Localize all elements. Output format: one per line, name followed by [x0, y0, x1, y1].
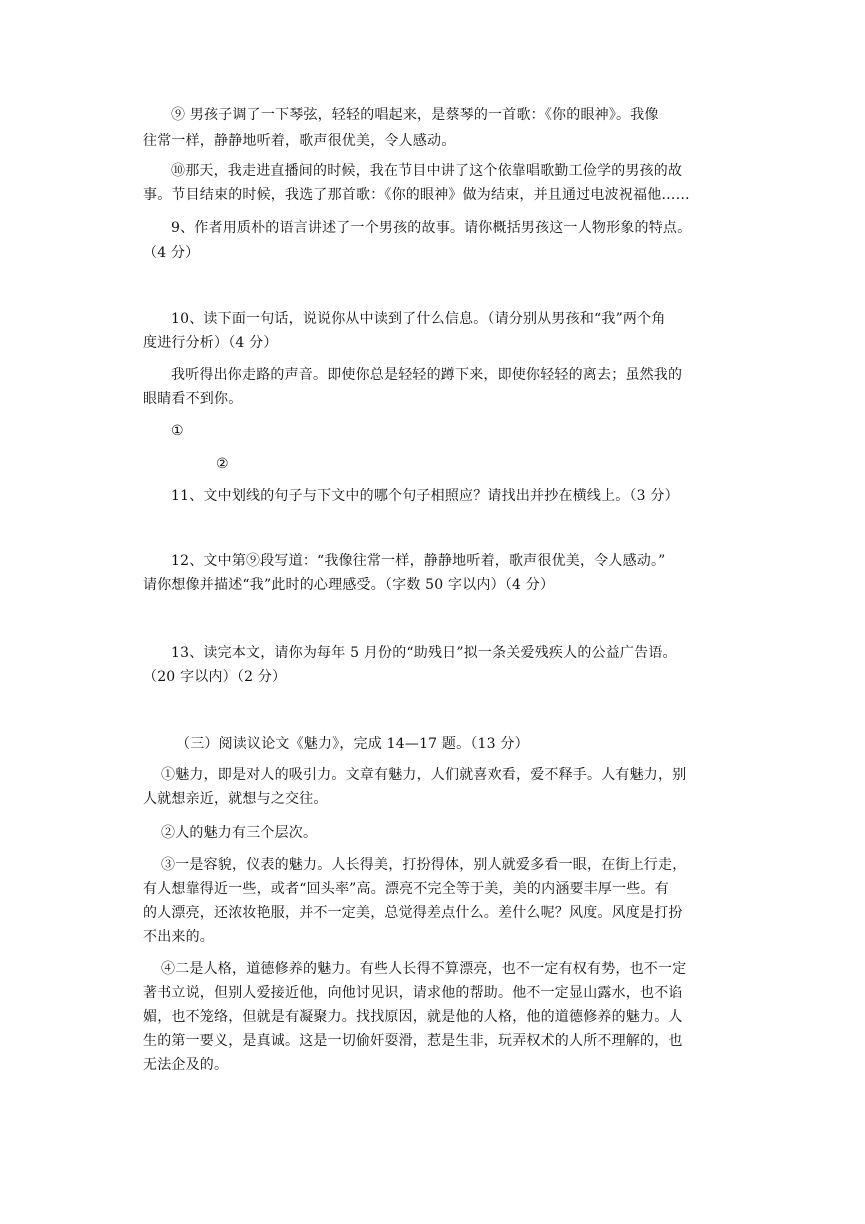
para-9-line-1: ⑨ 男孩子调了一下琴弦，轻轻的唱起来，是蔡琴的一首歌：《你的眼神》。我像	[171, 107, 659, 123]
question-13-line-2: （20 字以内）（2 分）	[143, 669, 287, 685]
question-13-line-1: 13、读完本文，请你为每年 5 月份的“助残日”拟一条关爱残疾人的公益广告语。	[171, 645, 677, 661]
essay-para-2: ②人的魅力有三个层次。	[161, 825, 318, 841]
quote-line-1: 我听得出你走路的声音。即使你总是轻轻的蹲下来，即使你轻轻的离去；虽然我的	[171, 367, 683, 383]
essay-para-4-line-4: 生的第一要义，是真诚。这是一切偷奸耍滑，惹是生非，玩弄权术的人所不理解的，也	[143, 1033, 683, 1049]
question-10-line-1: 10、读下面一句话，说说你从中读到了什么信息。（请分别从男孩和“我”两个角	[171, 311, 666, 327]
essay-para-3-line-1: ③一是容貌，仪表的魅力。人长得美，打扮得体，别人就爱多看一眼，在街上行走，	[161, 857, 687, 873]
question-12-line-2: 请你想像并描述“我”此时的心理感受。（字数 50 字以内）（4 分）	[143, 577, 555, 593]
question-10-line-2: 度进行分析）（4 分）	[143, 335, 278, 351]
essay-para-4-line-1: ④二是人格，道德修养的魅力。有些人长得不算漂亮，也不一定有权有势，也不一定	[161, 961, 687, 977]
essay-para-3-line-3: 的人漂亮，还浓妆艳服，并不一定美，总觉得差点什么。差什么呢？风度。风度是打扮	[143, 905, 683, 921]
question-12-line-1: 12、文中第⑨段写道：“我像往常一样，静静地听着，歌声很优美，令人感动。”	[171, 553, 666, 569]
para-10-line-1: ⑩那天，我走进直播间的时候，我在节目中讲了这个依靠唱歌勤工俭学的男孩的故	[171, 163, 683, 179]
para-9-line-2: 往常一样，静静地听着，歌声很优美，令人感动。	[143, 133, 456, 149]
essay-para-3-line-2: 有人想靠得近一些，或者“回头率”高。漂亮不完全等于美，美的内涵要丰厚一些。有	[143, 881, 669, 897]
essay-para-1-line-2: 人就想亲近，就想与之交往。	[143, 791, 328, 807]
section-3-heading: （三）阅读议论文《魅力》，完成 14—17 题。（13 分）	[176, 736, 529, 752]
para-10-line-2: 事。节目结束的时候，我选了那首歌：《你的眼神》做为结束，并且通过电波祝福他……	[143, 187, 690, 203]
answer-marker-2: ②	[216, 456, 229, 472]
quote-line-2: 眼睛看不到你。	[143, 391, 243, 407]
essay-para-1-line-1: ①魅力，即是对人的吸引力。文章有魅力，人们就喜欢看，爱不释手。人有魅力，别	[161, 767, 687, 783]
question-9-line-1: 9、作者用质朴的语言讲述了一个男孩的故事。请你概括男孩这一人物形象的特点。	[171, 220, 692, 236]
essay-para-4-line-3: 媚，也不笼络，但就是有凝聚力。找找原因，就是他的人格，他的道德修养的魅力。人	[143, 1009, 683, 1025]
question-9-line-2: （4 分）	[143, 245, 200, 261]
essay-para-3-line-4: 不出来的。	[143, 929, 214, 945]
essay-para-4-line-5: 无法企及的。	[143, 1057, 229, 1073]
answer-marker-1: ①	[171, 423, 184, 439]
question-11: 11、文中划线的句子与下文中的哪个句子相照应？请找出并抄在横线上。（3 分）	[171, 488, 679, 504]
essay-para-4-line-2: 著书立说，但别人爱接近他，向他讨见识，请求他的帮助。他不一定显山露水，也不谄	[143, 985, 683, 1001]
